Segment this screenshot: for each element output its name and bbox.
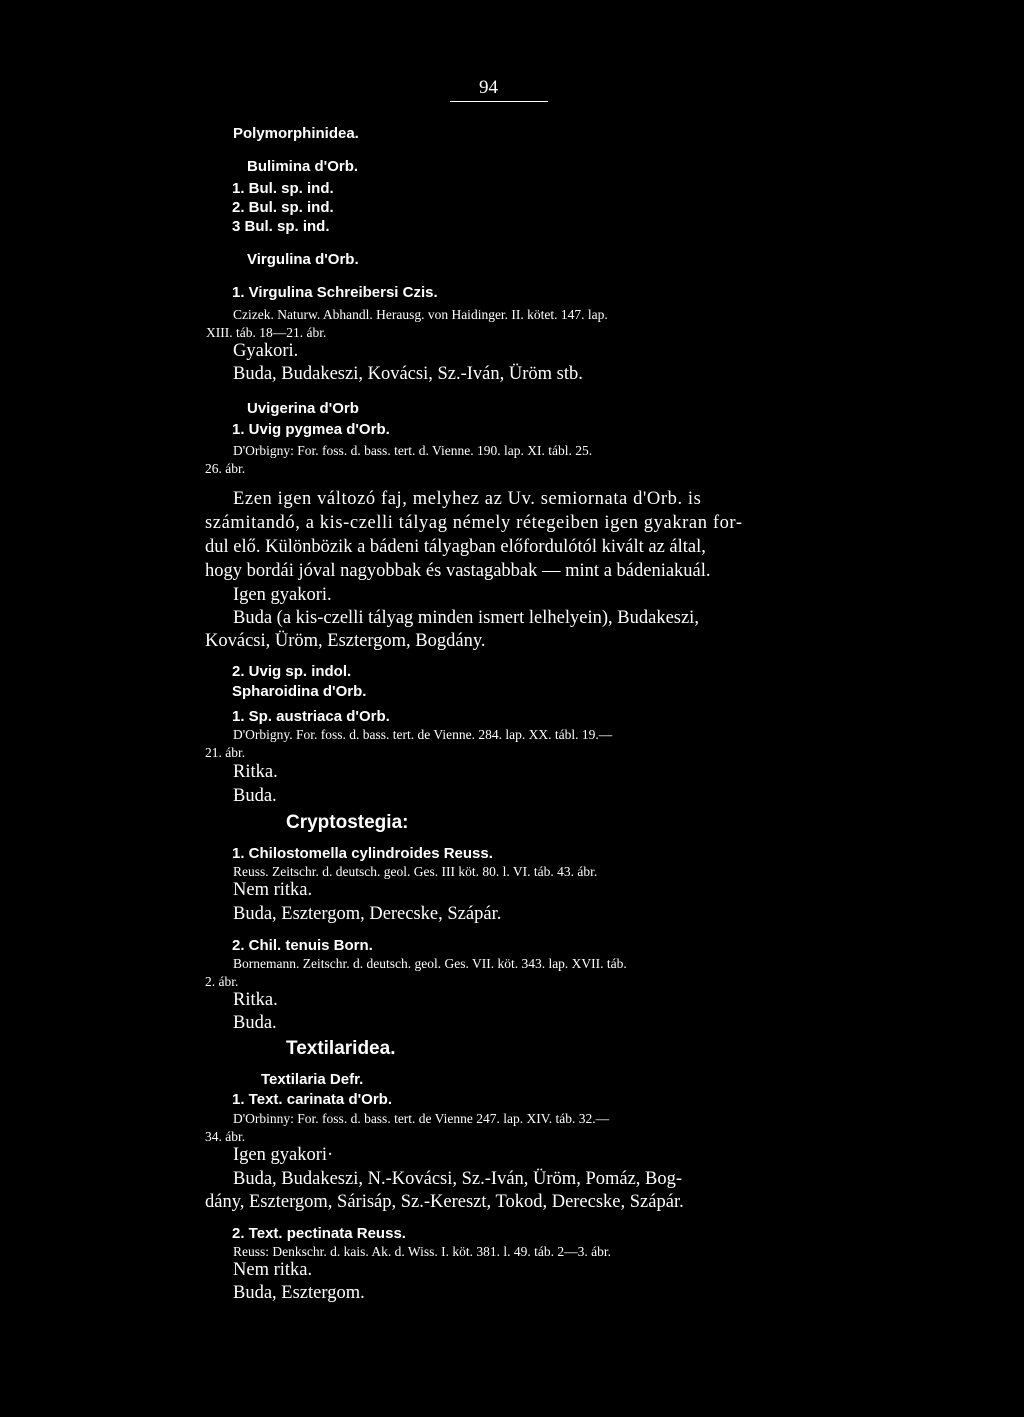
text-line: dul elő. Különbözik a bádeni tályagban előfordulótól kivált az által, bbox=[205, 537, 706, 557]
text-line: 26. ábr. bbox=[205, 461, 246, 476]
text-line: D'Orbinny: For. foss. d. bass. tert. de Vienne 247. lap. XIV. táb. 32.— bbox=[233, 1111, 610, 1126]
text-line: 1. Virgulina Schreibersi Czis. bbox=[232, 284, 438, 301]
text-line: 21. ábr. bbox=[205, 745, 246, 760]
text-line: dány, Esztergom, Sárisáp, Sz.-Kereszt, Tokod, Derecske, Szápár. bbox=[205, 1192, 684, 1212]
text-line: 3 Bul. sp. ind. bbox=[232, 218, 330, 235]
text-line: XIII. táb. 18—21. ábr. bbox=[206, 325, 327, 340]
text-line: Igen gyakori. bbox=[233, 585, 332, 605]
text-line: 1. Text. carinata d'Orb. bbox=[232, 1091, 393, 1108]
text-line: Igen gyakori· bbox=[233, 1145, 334, 1165]
text-line: Bornemann. Zeitschr. d. deutsch. geol. Ges. VII. köt. 343. lap. XVII. táb. bbox=[233, 956, 627, 971]
text-line: 34. ábr. bbox=[205, 1129, 246, 1144]
text-line: Uvigerina d'Orb bbox=[247, 400, 359, 417]
text-line: 1. Uvig pygmea d'Orb. bbox=[232, 421, 390, 438]
page-number: 94 bbox=[479, 77, 498, 98]
text-line: 2. Text. pectinata Reuss. bbox=[232, 1225, 406, 1242]
text-line: Buda, Budakeszi, N.-Kovácsi, Sz.-Iván, Üröm, Pomáz, Bog- bbox=[233, 1169, 683, 1189]
text-line: Buda, Esztergom. bbox=[233, 1283, 365, 1303]
text-line: számitandó, a kis-czelli tályag némely rétegeiben igen gyakran for- bbox=[205, 513, 743, 533]
text-line: hogy bordái jóval nagyobbak és vastagabbak — mint a bádeniakuál. bbox=[205, 561, 711, 581]
text-line: Ritka. bbox=[233, 990, 278, 1010]
text-line: Nem ritka. bbox=[233, 1260, 313, 1280]
text-line: 2. Bul. sp. ind. bbox=[232, 199, 334, 216]
text-line: Nem ritka. bbox=[233, 880, 313, 900]
text-line: Bulimina d'Orb. bbox=[247, 158, 359, 175]
text-line: Buda, Budakeszi, Kovácsi, Sz.-Iván, Üröm stb. bbox=[233, 364, 583, 384]
text-line: Buda. bbox=[233, 786, 277, 806]
text-line: Kovácsi, Üröm, Esztergom, Bogdány. bbox=[205, 631, 486, 651]
text-line: Buda, Esztergom, Derecske, Szápár. bbox=[233, 904, 502, 924]
text-line: Czizek. Naturw. Abhandl. Herausg. von Haidinger. II. kötet. 147. lap. bbox=[233, 307, 608, 322]
text-line: 1. Sp. austriaca d'Orb. bbox=[232, 708, 390, 725]
text-line: Gyakori. bbox=[233, 341, 299, 361]
text-line: D'Orbigny: For. foss. d. bass. tert. d. Vienne. 190. lap. XI. tábl. 25. bbox=[233, 443, 593, 458]
text-line: Ritka. bbox=[233, 762, 278, 782]
text-line: Virgulina d'Orb. bbox=[247, 251, 359, 268]
page-number-rule bbox=[450, 101, 548, 102]
text-line: 1. Bul. sp. ind. bbox=[232, 180, 334, 197]
text-line: Textilaridea. bbox=[286, 1038, 396, 1059]
text-line: 1. Chilostomella cylindroides Reuss. bbox=[232, 845, 493, 862]
text-line: Polymorphinidea. bbox=[233, 125, 359, 142]
text-line: 2. Uvig sp. indol. bbox=[232, 663, 352, 680]
text-line: Buda. bbox=[233, 1013, 277, 1033]
text-line: Cryptostegia: bbox=[286, 812, 409, 833]
text-line: Ezen igen változó faj, melyhez az Uv. semiornata d'Orb. is bbox=[233, 489, 702, 509]
text-line: 2. Chil. tenuis Born. bbox=[232, 937, 373, 954]
text-line: Reuss: Denkschr. d. kais. Ak. d. Wiss. I. köt. 381. l. 49. táb. 2—3. ábr. bbox=[233, 1244, 611, 1259]
text-line: D'Orbigny. For. foss. d. bass. tert. de Vienne. 284. lap. XX. tábl. 19.— bbox=[233, 727, 613, 742]
text-line: Spharoidina d'Orb. bbox=[232, 683, 367, 700]
text-line: Reuss. Zeitschr. d. deutsch. geol. Ges. III köt. 80. l. VI. táb. 43. ábr. bbox=[233, 864, 598, 879]
text-line: Textilaria Defr. bbox=[261, 1071, 364, 1088]
text-line: Buda (a kis-czelli tályag minden ismert lelhelyein), Budakeszi, bbox=[233, 608, 699, 628]
text-line: 2. ábr. bbox=[205, 974, 239, 989]
